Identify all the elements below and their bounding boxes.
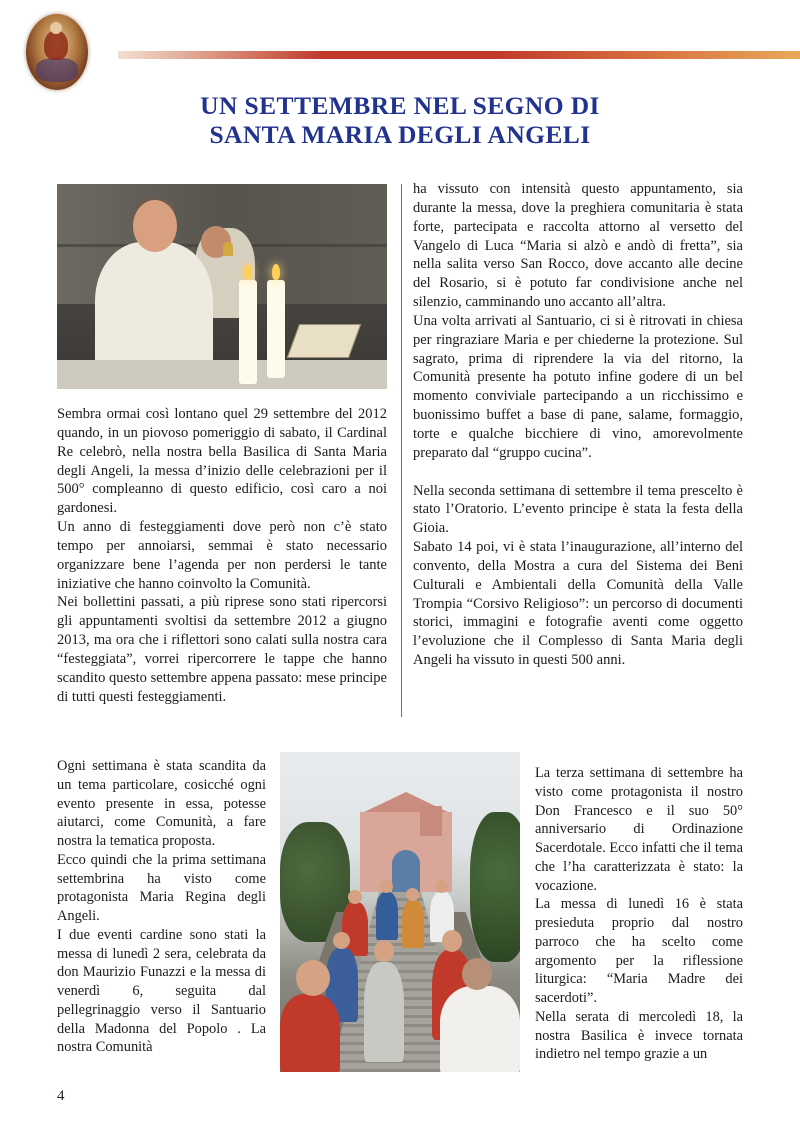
- paragraph: Nella seconda settimana di settembre il tema prescelto è stato l’Oratorio. L’evento principe è stata la festa della Gioia.: [413, 482, 743, 537]
- paragraph: ha vissuto con intensità questo appuntamento, sia durante la messa, dove la preghiera comunitaria è stata forte, partecipata e raccolta attorno al versetto del Vangelo di Luca “Maria si alzò e andò di fretta”, sia nella salita verso San Rocco, dove accanto alle decine del Rosario, si è potuto far condivisione anche nel silenzio, camminando uno accanto all’altra.: [413, 181, 743, 311]
- article-title-line-2: SANTA MARIA DEGLI ANGELI: [209, 120, 591, 149]
- paragraph: I due eventi cardine sono stati la messa di lunedì 2 sera, celebrata da don Maurizio Funazzi e la messa di venerdì 6, seguita dal pellegrinaggio verso il Santuario della Madonna del Popolo . La nostra Comunità: [57, 926, 266, 1056]
- header-medallion-image: [26, 14, 88, 90]
- paragraph: La terza settimana di settembre ha visto come protagonista il nostro Don Francesco e il suo 50° anniversario di Ordinazione Sacerdotale. Ecco infatti che il tema che l’ha caratterizzata è stato: la vocazione.: [535, 765, 743, 894]
- article-title: [100, 91, 700, 149]
- header-gradient-rule: [118, 51, 800, 59]
- article-column-left-top: [57, 405, 387, 707]
- paragraph: Un anno di festeggiamenti dove però non c’è stato tempo per annoiarsi, semmai è stato necessario organizzare bene l’agenda per non perdersi le tante iniziative che hanno coinvolto la Comunità.: [57, 519, 387, 592]
- paragraph: Una volta arrivati al Santuario, ci si è ritrovati in chiesa per ringraziare Maria e per chiederne la protezione. Sul sagrato, prima di riprendere la via del ritorno, la Comunità presente ha potuto infine godere di un bel momento conviviale partecipando a un ricchissimo e buonissimo buffet a base di pane, salame, formaggio, torte e qualche bicchiere di vino, amorevolmente preparato dal “gruppo cucina”.: [413, 312, 743, 461]
- mass-celebration-photo: [57, 184, 387, 389]
- pilgrimage-stairs-photo: [280, 752, 520, 1072]
- paragraph: Nei bollettini passati, a più riprese sono stati ripercorsi gli appuntamenti svoltisi da settembre 2012 a giugno 2013, ma ora che i riflettori sono calati sulla nostra cara “festeggiata”, vorrei ripercorrere le tappe che hanno scandito questo settembre appena passato: mese principe di tutti questi festeggiamenti.: [57, 594, 387, 705]
- article-column-left-bottom: [57, 757, 266, 1057]
- article-column-right-top: [413, 180, 743, 670]
- paragraph: Ogni settimana è stata scandita da un tema particolare, cosicché ogni evento presente in essa, potesse aiutarci, come Comunità, a fare nostra la tematica proposta.: [57, 758, 266, 849]
- paragraph: Nella serata di mercoledì 18, la nostra Basilica è invece tornata indietro nel tempo grazie a un: [535, 1008, 743, 1063]
- paragraph: La messa di lunedì 16 è stata presieduta proprio dal nostro parroco che ha scelto come argomento per la riflessione liturgica: “Maria Madre dei sacerdoti”.: [535, 896, 743, 1006]
- page-number: 4: [57, 1088, 65, 1104]
- article-title-line-1: UN SETTEMBRE NEL SEGNO DI: [200, 91, 600, 120]
- paragraph: Sembra ormai così lontano quel 29 settembre del 2012 quando, in un piovoso pomeriggio di sabato, il Cardinal Re celebrò, nella nostra bella Basilica di Santa Maria degli Angeli, la messa d’inizio delle celebrazioni per il 500° compleanno di questo edificio, così caro a noi gardonesi.: [57, 406, 387, 517]
- paragraph: Sabato 14 poi, vi è stata l’inaugurazione, all’interno del convento, della Mostra a cura del Sistema dei Beni Culturali e Ambientali della Comunità della Valle Trompia “Corsivo Religioso”: un percorso di documenti storici, immagini e fotografie aventi come oggetto l’evoluzione che il Complesso di Santa Maria degli Angeli ha vissuto in questi 500 anni.: [413, 539, 743, 669]
- article-column-right-bottom: [535, 764, 743, 1064]
- column-divider: [401, 184, 402, 717]
- paragraph: Ecco quindi che la prima settimana settembrina ha visto come protagonista Maria Regina degli Angeli.: [57, 851, 266, 924]
